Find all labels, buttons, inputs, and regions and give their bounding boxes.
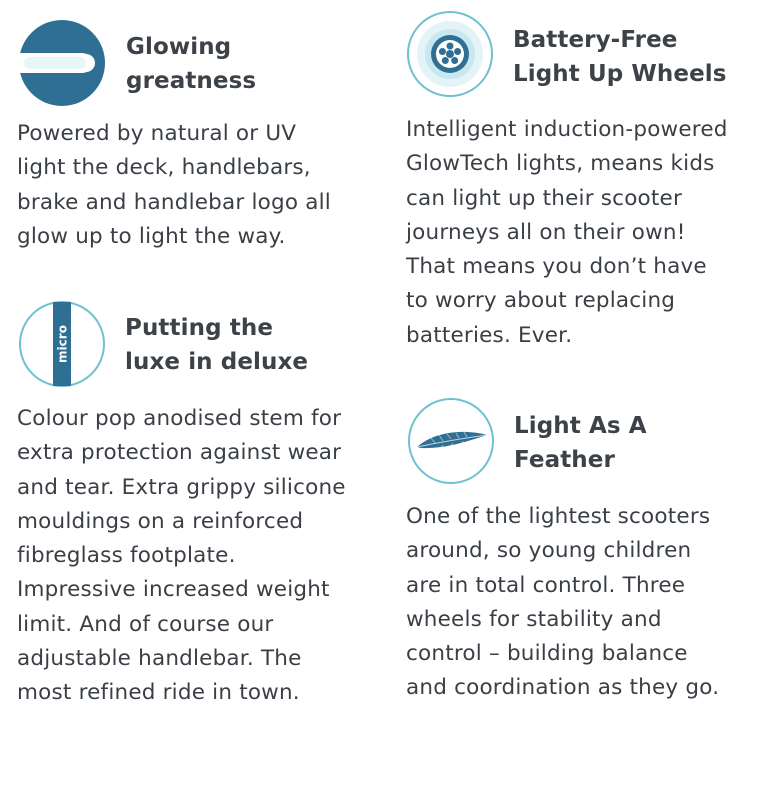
feature-description: Intelligent induction-powered GlowTech lights, means kids can light up their scooter journeys all on their own! That means you don’t have to worry about replacing batteries. Ever. (406, 117, 728, 348)
feature-description: One of the lightest scooters around, so young children are in total control. Three wheels for stability and control – building balance and coordination as they go. (406, 504, 720, 701)
light-up-wheel-icon (406, 10, 494, 98)
feature-title: Light As A Feather (514, 413, 647, 473)
feature-title: Battery-Free Light Up Wheels (513, 27, 727, 87)
feature-title: Glowing greatness (126, 34, 257, 94)
feature-description: Colour pop anodised stem for extra protection against wear and tear. Extra grippy silicone mouldings on a reinforced fibreglass footplate. Impressive increased weight limit. And of course our adjustable handlebar. The most refined ride in town. (17, 406, 346, 706)
glowing-deck-icon (18, 19, 106, 107)
micro-stem-icon (18, 300, 106, 388)
feature-description: Powered by natural or UV light the deck, handlebars, brake and handlebar logo all glow up to light the way. (17, 121, 331, 249)
feature-title: Putting the luxe in deluxe (125, 315, 309, 375)
svg-text:micro: micro (55, 325, 70, 363)
feather-icon (407, 397, 495, 485)
